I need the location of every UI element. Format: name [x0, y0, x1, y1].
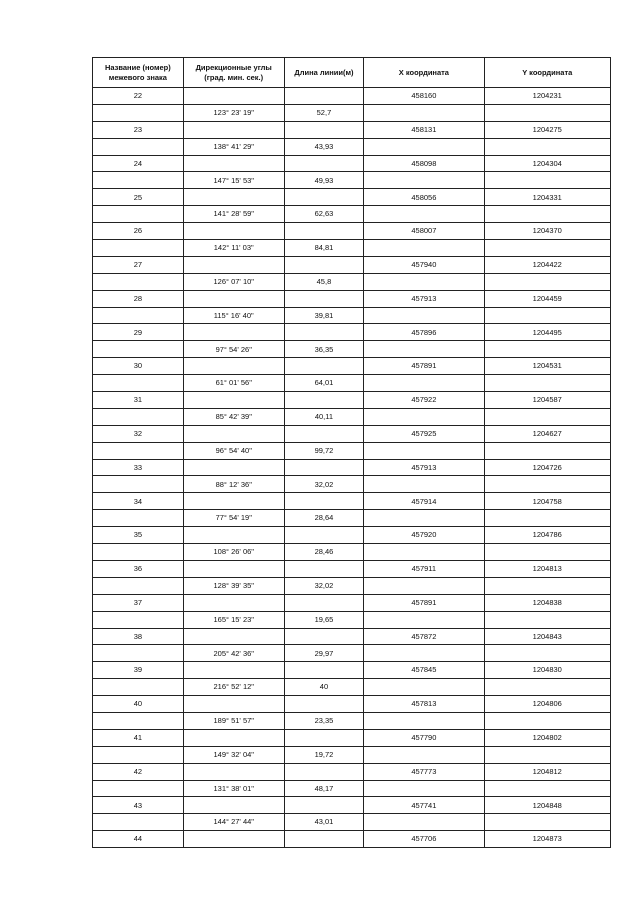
line-length-cell: 36,35	[284, 341, 364, 358]
empty-cell	[364, 442, 484, 459]
table-row-point	[93, 628, 611, 645]
x-coordinate-cell: 457940	[364, 256, 484, 273]
empty-cell	[183, 88, 284, 105]
table-row-segment	[93, 814, 611, 831]
direction-angle-cell: 149° 32' 04"	[183, 746, 284, 763]
empty-cell	[484, 273, 610, 290]
empty-cell	[484, 341, 610, 358]
y-coordinate-cell: 1204843	[484, 628, 610, 645]
empty-cell	[183, 493, 284, 510]
table-row-point	[93, 560, 611, 577]
header-line-length	[284, 58, 364, 88]
empty-cell	[284, 256, 364, 273]
x-coordinate-cell: 457706	[364, 831, 484, 848]
empty-cell	[364, 206, 484, 223]
table-row-point	[93, 831, 611, 848]
table-row-point	[93, 189, 611, 206]
empty-cell	[284, 189, 364, 206]
empty-cell	[93, 341, 184, 358]
empty-cell	[183, 560, 284, 577]
header-text: (град. мин. сек.)	[204, 72, 264, 82]
empty-cell	[93, 577, 184, 594]
empty-cell	[484, 712, 610, 729]
empty-cell	[484, 240, 610, 257]
empty-cell	[93, 814, 184, 831]
empty-cell	[284, 223, 364, 240]
header-text: межевого знака	[108, 72, 167, 82]
line-length-cell: 43,01	[284, 814, 364, 831]
table-row-segment	[93, 206, 611, 223]
header-text: Дирекционные углы	[195, 63, 272, 73]
line-length-cell: 29,97	[284, 645, 364, 662]
empty-cell	[484, 780, 610, 797]
empty-cell	[284, 324, 364, 341]
point-name-cell: 24	[93, 155, 184, 172]
empty-cell	[364, 104, 484, 121]
point-name-cell: 27	[93, 256, 184, 273]
x-coordinate-cell: 457741	[364, 797, 484, 814]
line-length-cell: 23,35	[284, 712, 364, 729]
direction-angle-cell: 189° 51' 57"	[183, 712, 284, 729]
point-name-cell: 28	[93, 290, 184, 307]
header-text: Название (номер)	[104, 63, 171, 73]
direction-angle-cell: 77° 54' 19"	[183, 510, 284, 527]
table-body	[93, 88, 611, 848]
table-row-segment	[93, 780, 611, 797]
x-coordinate-cell: 458056	[364, 189, 484, 206]
point-name-cell: 29	[93, 324, 184, 341]
x-coordinate-cell: 457913	[364, 459, 484, 476]
y-coordinate-cell: 1204873	[484, 831, 610, 848]
empty-cell	[284, 560, 364, 577]
empty-cell	[183, 392, 284, 409]
point-name-cell: 30	[93, 358, 184, 375]
x-coordinate-cell: 457922	[364, 392, 484, 409]
empty-cell	[93, 375, 184, 392]
empty-cell	[284, 594, 364, 611]
empty-cell	[183, 527, 284, 544]
empty-cell	[183, 155, 284, 172]
line-length-cell: 99,72	[284, 442, 364, 459]
empty-cell	[484, 408, 610, 425]
y-coordinate-cell: 1204370	[484, 223, 610, 240]
table-row-point	[93, 594, 611, 611]
direction-angle-cell: 85° 42' 39"	[183, 408, 284, 425]
empty-cell	[183, 594, 284, 611]
empty-cell	[364, 611, 484, 628]
direction-angle-cell: 128° 39' 35"	[183, 577, 284, 594]
empty-cell	[364, 746, 484, 763]
direction-angle-cell: 216° 52' 12"	[183, 679, 284, 696]
empty-cell	[183, 324, 284, 341]
empty-cell	[284, 155, 364, 172]
table-row-point	[93, 121, 611, 138]
y-coordinate-cell: 1204812	[484, 763, 610, 780]
empty-cell	[484, 814, 610, 831]
point-name-cell: 34	[93, 493, 184, 510]
line-length-cell: 64,01	[284, 375, 364, 392]
y-coordinate-cell: 1204838	[484, 594, 610, 611]
line-length-cell: 52,7	[284, 104, 364, 121]
x-coordinate-cell: 458160	[364, 88, 484, 105]
line-length-cell: 62,63	[284, 206, 364, 223]
empty-cell	[284, 425, 364, 442]
empty-cell	[93, 307, 184, 324]
direction-angle-cell: 115° 16' 40"	[183, 307, 284, 324]
empty-cell	[183, 425, 284, 442]
table-row-segment	[93, 510, 611, 527]
table-row-segment	[93, 408, 611, 425]
x-coordinate-cell: 457914	[364, 493, 484, 510]
boundary-coordinates-table	[92, 57, 611, 848]
table-row-point	[93, 324, 611, 341]
table-row-segment	[93, 240, 611, 257]
empty-cell	[93, 240, 184, 257]
empty-cell	[364, 544, 484, 561]
table-row-segment	[93, 375, 611, 392]
table-row-point	[93, 223, 611, 240]
x-coordinate-cell: 457896	[364, 324, 484, 341]
empty-cell	[93, 104, 184, 121]
empty-cell	[484, 375, 610, 392]
x-coordinate-cell: 457925	[364, 425, 484, 442]
x-coordinate-cell: 457872	[364, 628, 484, 645]
table-header-row	[93, 58, 611, 88]
empty-cell	[183, 223, 284, 240]
table-row-point	[93, 88, 611, 105]
x-coordinate-cell: 457790	[364, 729, 484, 746]
point-name-cell: 22	[93, 88, 184, 105]
empty-cell	[364, 307, 484, 324]
point-name-cell: 37	[93, 594, 184, 611]
empty-cell	[93, 544, 184, 561]
x-coordinate-cell: 457845	[364, 662, 484, 679]
point-name-cell: 41	[93, 729, 184, 746]
table-row-point	[93, 696, 611, 713]
header-point-name	[93, 58, 184, 88]
line-length-cell: 40	[284, 679, 364, 696]
table-row-point	[93, 392, 611, 409]
line-length-cell: 48,17	[284, 780, 364, 797]
table-row-segment	[93, 746, 611, 763]
empty-cell	[183, 763, 284, 780]
empty-cell	[484, 679, 610, 696]
empty-cell	[364, 240, 484, 257]
header-y-coordinate	[484, 58, 610, 88]
line-length-cell: 19,72	[284, 746, 364, 763]
empty-cell	[183, 696, 284, 713]
empty-cell	[364, 341, 484, 358]
table-row-segment	[93, 645, 611, 662]
empty-cell	[484, 510, 610, 527]
point-name-cell: 35	[93, 527, 184, 544]
table-row-point	[93, 729, 611, 746]
empty-cell	[364, 476, 484, 493]
empty-cell	[93, 645, 184, 662]
y-coordinate-cell: 1204459	[484, 290, 610, 307]
line-length-cell: 40,11	[284, 408, 364, 425]
point-name-cell: 44	[93, 831, 184, 848]
empty-cell	[284, 797, 364, 814]
x-coordinate-cell: 457891	[364, 594, 484, 611]
empty-cell	[484, 104, 610, 121]
y-coordinate-cell: 1204786	[484, 527, 610, 544]
y-coordinate-cell: 1204587	[484, 392, 610, 409]
line-length-cell: 28,64	[284, 510, 364, 527]
direction-angle-cell: 88° 12' 36"	[183, 476, 284, 493]
empty-cell	[93, 746, 184, 763]
header-text: Длина линии(м)	[294, 67, 354, 77]
empty-cell	[284, 392, 364, 409]
empty-cell	[183, 797, 284, 814]
empty-cell	[284, 493, 364, 510]
y-coordinate-cell: 1204627	[484, 425, 610, 442]
table-row-segment	[93, 712, 611, 729]
header-x-coordinate	[364, 58, 484, 88]
empty-cell	[364, 138, 484, 155]
empty-cell	[364, 375, 484, 392]
direction-angle-cell: 141° 28' 59"	[183, 206, 284, 223]
table-row-point	[93, 493, 611, 510]
point-name-cell: 43	[93, 797, 184, 814]
empty-cell	[284, 358, 364, 375]
empty-cell	[484, 206, 610, 223]
point-name-cell: 40	[93, 696, 184, 713]
empty-cell	[484, 442, 610, 459]
table-row-segment	[93, 273, 611, 290]
point-name-cell: 39	[93, 662, 184, 679]
empty-cell	[183, 358, 284, 375]
table-row-point	[93, 358, 611, 375]
table-row-segment	[93, 104, 611, 121]
direction-angle-cell: 165° 15' 23"	[183, 611, 284, 628]
y-coordinate-cell: 1204802	[484, 729, 610, 746]
point-name-cell: 36	[93, 560, 184, 577]
direction-angle-cell: 126° 07' 10"	[183, 273, 284, 290]
point-name-cell: 33	[93, 459, 184, 476]
empty-cell	[284, 729, 364, 746]
line-length-cell: 32,02	[284, 476, 364, 493]
y-coordinate-cell: 1204495	[484, 324, 610, 341]
table-row-point	[93, 763, 611, 780]
empty-cell	[484, 172, 610, 189]
y-coordinate-cell: 1204830	[484, 662, 610, 679]
table-row-point	[93, 425, 611, 442]
x-coordinate-cell: 457920	[364, 527, 484, 544]
empty-cell	[284, 290, 364, 307]
empty-cell	[93, 442, 184, 459]
x-coordinate-cell: 458098	[364, 155, 484, 172]
x-coordinate-cell: 458131	[364, 121, 484, 138]
table-row-segment	[93, 577, 611, 594]
empty-cell	[284, 662, 364, 679]
table-row-segment	[93, 341, 611, 358]
empty-cell	[93, 611, 184, 628]
line-length-cell: 84,81	[284, 240, 364, 257]
y-coordinate-cell: 1204726	[484, 459, 610, 476]
empty-cell	[93, 510, 184, 527]
direction-angle-cell: 147° 15' 53"	[183, 172, 284, 189]
empty-cell	[364, 712, 484, 729]
line-length-cell: 19,65	[284, 611, 364, 628]
y-coordinate-cell: 1204304	[484, 155, 610, 172]
empty-cell	[284, 628, 364, 645]
empty-cell	[93, 172, 184, 189]
direction-angle-cell: 123° 23' 19"	[183, 104, 284, 121]
empty-cell	[484, 544, 610, 561]
empty-cell	[484, 138, 610, 155]
empty-cell	[284, 831, 364, 848]
line-length-cell: 32,02	[284, 577, 364, 594]
table-row-segment	[93, 307, 611, 324]
point-name-cell: 25	[93, 189, 184, 206]
empty-cell	[284, 527, 364, 544]
empty-cell	[93, 780, 184, 797]
point-name-cell: 42	[93, 763, 184, 780]
empty-cell	[183, 662, 284, 679]
empty-cell	[484, 746, 610, 763]
y-coordinate-cell: 1204331	[484, 189, 610, 206]
table-row-segment	[93, 442, 611, 459]
empty-cell	[93, 206, 184, 223]
empty-cell	[484, 476, 610, 493]
direction-angle-cell: 142° 11' 03"	[183, 240, 284, 257]
empty-cell	[364, 273, 484, 290]
y-coordinate-cell: 1204758	[484, 493, 610, 510]
empty-cell	[364, 780, 484, 797]
empty-cell	[93, 712, 184, 729]
table-row-point	[93, 662, 611, 679]
empty-cell	[93, 408, 184, 425]
x-coordinate-cell: 457913	[364, 290, 484, 307]
empty-cell	[484, 645, 610, 662]
line-length-cell: 28,46	[284, 544, 364, 561]
y-coordinate-cell: 1204275	[484, 121, 610, 138]
empty-cell	[183, 189, 284, 206]
empty-cell	[284, 121, 364, 138]
point-name-cell: 38	[93, 628, 184, 645]
table-row-point	[93, 256, 611, 273]
direction-angle-cell: 96° 54' 40"	[183, 442, 284, 459]
x-coordinate-cell: 457773	[364, 763, 484, 780]
y-coordinate-cell: 1204422	[484, 256, 610, 273]
table-row-segment	[93, 611, 611, 628]
empty-cell	[183, 831, 284, 848]
empty-cell	[284, 763, 364, 780]
y-coordinate-cell: 1204813	[484, 560, 610, 577]
line-length-cell: 43,93	[284, 138, 364, 155]
x-coordinate-cell: 457891	[364, 358, 484, 375]
x-coordinate-cell: 457911	[364, 560, 484, 577]
direction-angle-cell: 131° 38' 01"	[183, 780, 284, 797]
table-row-point	[93, 527, 611, 544]
direction-angle-cell: 144° 27' 44"	[183, 814, 284, 831]
table-row-segment	[93, 544, 611, 561]
table-row-point	[93, 155, 611, 172]
direction-angle-cell: 138° 41' 29"	[183, 138, 284, 155]
empty-cell	[183, 459, 284, 476]
x-coordinate-cell: 457813	[364, 696, 484, 713]
table-row-segment	[93, 476, 611, 493]
table-row-point	[93, 797, 611, 814]
empty-cell	[183, 256, 284, 273]
empty-cell	[93, 679, 184, 696]
x-coordinate-cell: 458007	[364, 223, 484, 240]
header-text: X координата	[398, 67, 449, 77]
empty-cell	[93, 273, 184, 290]
empty-cell	[364, 510, 484, 527]
empty-cell	[93, 138, 184, 155]
point-name-cell: 26	[93, 223, 184, 240]
empty-cell	[364, 172, 484, 189]
line-length-cell: 49,93	[284, 172, 364, 189]
table-row-segment	[93, 138, 611, 155]
line-length-cell: 39,81	[284, 307, 364, 324]
direction-angle-cell: 61° 01' 56"	[183, 375, 284, 392]
empty-cell	[284, 88, 364, 105]
empty-cell	[183, 290, 284, 307]
empty-cell	[364, 577, 484, 594]
point-name-cell: 32	[93, 425, 184, 442]
empty-cell	[364, 408, 484, 425]
empty-cell	[484, 307, 610, 324]
empty-cell	[183, 628, 284, 645]
y-coordinate-cell: 1204806	[484, 696, 610, 713]
empty-cell	[484, 611, 610, 628]
y-coordinate-cell: 1204231	[484, 88, 610, 105]
empty-cell	[93, 476, 184, 493]
empty-cell	[183, 729, 284, 746]
direction-angle-cell: 97° 54' 26"	[183, 341, 284, 358]
empty-cell	[284, 459, 364, 476]
y-coordinate-cell: 1204848	[484, 797, 610, 814]
header-text: Y координата	[522, 67, 573, 77]
empty-cell	[364, 679, 484, 696]
direction-angle-cell: 205° 42' 36"	[183, 645, 284, 662]
point-name-cell: 23	[93, 121, 184, 138]
empty-cell	[364, 814, 484, 831]
empty-cell	[484, 577, 610, 594]
table-row-point	[93, 290, 611, 307]
direction-angle-cell: 108° 26' 06"	[183, 544, 284, 561]
empty-cell	[364, 645, 484, 662]
table-row-segment	[93, 679, 611, 696]
y-coordinate-cell: 1204531	[484, 358, 610, 375]
table-row-segment	[93, 172, 611, 189]
header-direction-angle	[183, 58, 284, 88]
point-name-cell: 31	[93, 392, 184, 409]
empty-cell	[183, 121, 284, 138]
line-length-cell: 45,8	[284, 273, 364, 290]
empty-cell	[284, 696, 364, 713]
table-row-point	[93, 459, 611, 476]
